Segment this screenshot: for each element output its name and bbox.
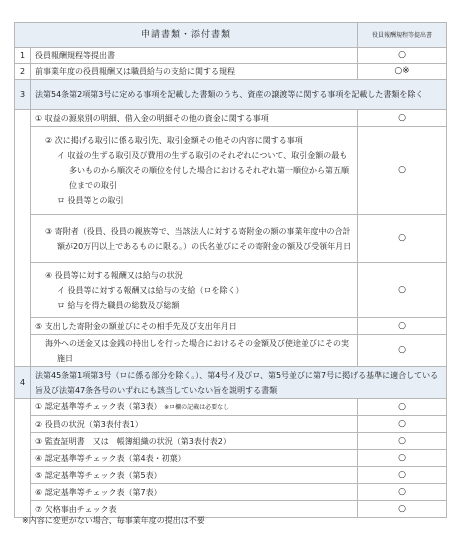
row-line: ① 認定基準等チェック表（第3表）: [35, 402, 162, 411]
row-text: ③ 監査証明書 又は 帳簿組織の状況（第3表付表2）: [31, 433, 358, 450]
table-row: [15, 416, 447, 433]
row-mark: ○: [358, 215, 447, 263]
row-mark: ○: [358, 467, 447, 484]
row-mark: ○: [358, 433, 447, 450]
document-table: [14, 22, 447, 518]
section-number: 4: [15, 367, 31, 399]
section-text: 法第54条第2項第3号に定める事項を記載した書類のうち、資産の譲渡等に関する事項を記載した書類を除く: [31, 80, 447, 110]
table-row: [15, 48, 447, 64]
row-text: [31, 215, 358, 263]
row-text: [31, 335, 358, 367]
row-text: ① 収益の源泉別の明細、借入金の明細その他の資金に関する事項: [31, 110, 358, 127]
row-line: 海外への送金又は金銭の持出しを行った場合におけるその金額及び使途並びにその実施日: [45, 338, 349, 363]
row-text: [31, 127, 358, 215]
row-mark: ○: [358, 399, 447, 416]
row-mark: ○: [358, 335, 447, 367]
table-row: [15, 127, 447, 215]
row-mark: ○: [358, 450, 447, 467]
table-row: [15, 335, 447, 367]
row-text: ⑥ 認定基準等チェック表（第7表）: [31, 484, 358, 501]
row-mark: ○: [358, 501, 447, 518]
row-line: イ 収益の生ずる取引及び費用の生ずる取引のそれぞれについて、取引金額の最も多いものから順次その順位を付した場合におけるそれぞれ第一順位から第五順位までの取引: [57, 151, 349, 190]
section-row: [15, 80, 447, 110]
row-text: ④ 認定基準等チェック表（第4表・初葉）: [31, 450, 358, 467]
footnote: ※内容に変更がない場合、毎事業年度の提出は不要: [22, 516, 205, 525]
row-mark: ○: [358, 110, 447, 127]
row-text: [31, 399, 358, 416]
row-mark: ○: [358, 484, 447, 501]
row-number: 1: [15, 48, 31, 64]
table-row: [15, 467, 447, 484]
row-mark: ○: [358, 127, 447, 215]
header-title: 申請書類・添付書類: [15, 23, 358, 48]
row-text: ⑤ 支出した寄附金の額並びにその相手先及び支出年月日: [31, 318, 358, 335]
section-row: [15, 367, 447, 399]
table-row: [15, 450, 447, 467]
row-line: イ 役員等に対する報酬又は給与の支給（ロを除く）: [57, 285, 244, 295]
table-row: [15, 215, 447, 263]
row-mark: ○: [358, 318, 447, 335]
row-line: ロ 給与を得た職員の総数及び総額: [57, 300, 180, 310]
row-number: 2: [15, 64, 31, 80]
table-header-row: [15, 23, 447, 48]
section-number: 3: [15, 80, 31, 110]
row-text: 前事業年度の役員報酬又は職員給与の支給に関する規程: [31, 64, 358, 80]
table-row: [15, 110, 447, 127]
header-mark-column: 役員報酬規程等提出書: [358, 23, 447, 48]
row-mark: ○: [358, 263, 447, 318]
table-row: [15, 399, 447, 416]
row-line: ④ 役員等に対する報酬又は給与の状況: [45, 270, 183, 280]
row-mark: ○※: [358, 64, 447, 80]
row-line: ③ 寄附者（役員、役員の親族等で、当該法人に対する寄附金の額の事業年度中の合計額が20万円以上であるものに限る。）の氏名並びにその寄附金の額及び受領年月日: [45, 226, 352, 251]
row-line: ② 次に掲げる取引に係る取引先、取引金額その他その内容に関する事項: [45, 136, 303, 145]
table-row: [15, 263, 447, 318]
table-row: [15, 318, 447, 335]
table-row: [15, 433, 447, 450]
row-mark: ○: [358, 48, 447, 64]
row-text: [31, 263, 358, 318]
table-row: [15, 484, 447, 501]
row-mark: ○: [358, 416, 447, 433]
section-text: 法第45条第1項第3号（ロに係る部分を除く。）、第4号イ及びロ、第5号並びに第7号に掲げる基準に適合している旨及び法第47条各号のいずれにも該当していない旨を説明する書類: [31, 367, 447, 399]
row-text: ⑦ 欠格事由チェック表: [31, 501, 358, 518]
row-line: ロ 役員等との取引: [57, 196, 124, 205]
row-note: ※ロ欄の記載は必要なし: [164, 404, 230, 411]
row-text: ② 役員の状況（第3表付表1）: [31, 416, 358, 433]
table-row: [15, 64, 447, 80]
row-text: 役員報酬規程等提出書: [31, 48, 358, 64]
row-text: ⑤ 認定基準等チェック表（第5表）: [31, 467, 358, 484]
